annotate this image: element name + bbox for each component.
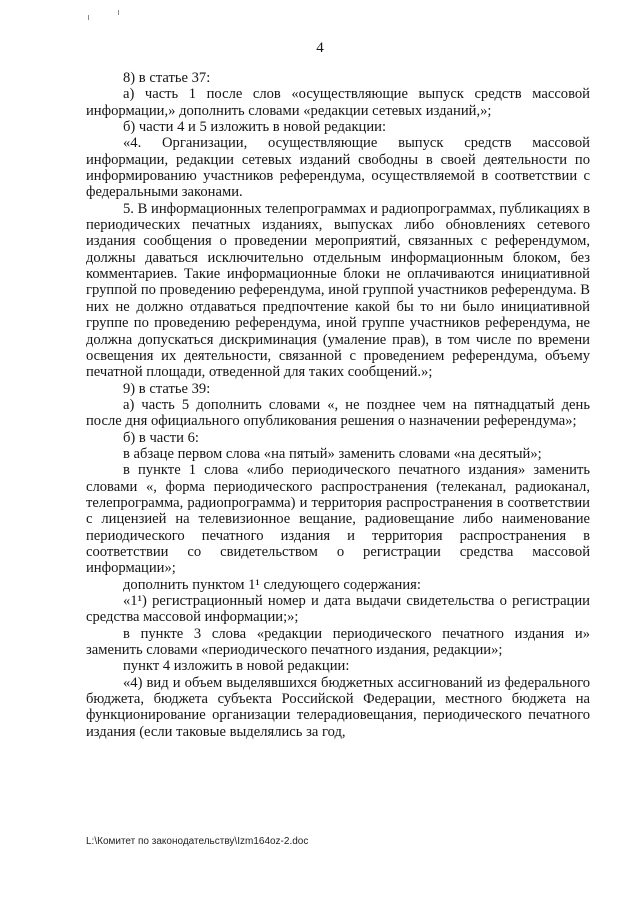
- paragraph: в пункте 1 слова «либо периодического печатного издания» заменить словами «, форма периодического распространения (телеканал, радиоканал, телепрограмма, радиопрограмма) и территория распространения в соответствии с лицензией на телевизионное вещание, радиовещание либо наименование периодического печатного издания и территория распространения в соответствии со свидетельством о регистрации средства массовой информации»;: [86, 462, 590, 577]
- paragraph: 5. В информационных телепрограммах и радиопрограммах, публикациях в периодических печатных изданиях, выпусках либо обновлениях сетевого издания сообщения о проведении мероприятий, связанных с референдумом, должны даваться исключительно отдельным информационным блоком, без комментариев. Такие информационные блоки не оплачиваются инициативной группой по проведению референдума, иной группой участников референдума. В них не должно отдаваться предпочтение какой бы то ни было инициативной группе по проведению референдума, иной группе участников референдума, не должна допускаться дискриминация (умаление прав), в том числе по времени освещения их деятельности, связанной с проведением референдума, объему печатной площади, отведенной для таких сообщений.»;: [86, 200, 590, 381]
- paragraph: б) части 4 и 5 изложить в новой редакции:: [123, 119, 387, 136]
- paragraph: «1¹) регистрационный номер и дата выдачи свидетельства о регистрации средства массовой информации;»;: [86, 593, 590, 626]
- paragraph: в пункте 3 слова «редакции периодического печатного издания и» заменить словами «периодического печатного издания, редакции»;: [86, 625, 590, 659]
- paragraph: дополнить пунктом 1¹ следующего содержания:: [123, 576, 421, 593]
- document-body: [86, 70, 590, 740]
- paragraph: в абзаце первом слова «на пятый» заменить словами «на десятый»;: [123, 445, 542, 462]
- paragraph: «4. Организации, осуществляющие выпуск средств массовой информации, редакции сетевых изданий свободны в своей деятельности по информированию участников референдума, осуществляемой в соответствии с федеральными законами.: [86, 135, 590, 201]
- paragraph: б) в части 6:: [123, 429, 199, 446]
- scan-artifact: [88, 15, 89, 20]
- file-path-footer: L:\Комитет по законодательству\Izm164oz-2.doc: [86, 836, 309, 847]
- paragraph: а) часть 1 после слов «осуществляющие выпуск средств массовой информации,» дополнить словами «редакции сетевых изданий,»;: [86, 86, 590, 119]
- scan-artifact: [118, 10, 119, 15]
- paragraph: «4) вид и объем выделявшихся бюджетных ассигнований из федерального бюджета, бюджета субъекта Российской Федерации, местного бюджета на функционирование организации телерадиовещания, периодического печатного издания (если таковые выделялись за год,: [86, 674, 590, 740]
- paragraph: а) часть 5 дополнить словами «, не позднее чем на пятнадцатый день после дня официального опубликования решения о назначении референдума»;: [86, 396, 590, 430]
- paragraph: пункт 4 изложить в новой редакции:: [123, 658, 350, 675]
- paragraph: 9) в статье 39:: [123, 380, 211, 397]
- page-number: 4: [316, 40, 324, 56]
- paragraph: 8) в статье 37:: [123, 70, 211, 86]
